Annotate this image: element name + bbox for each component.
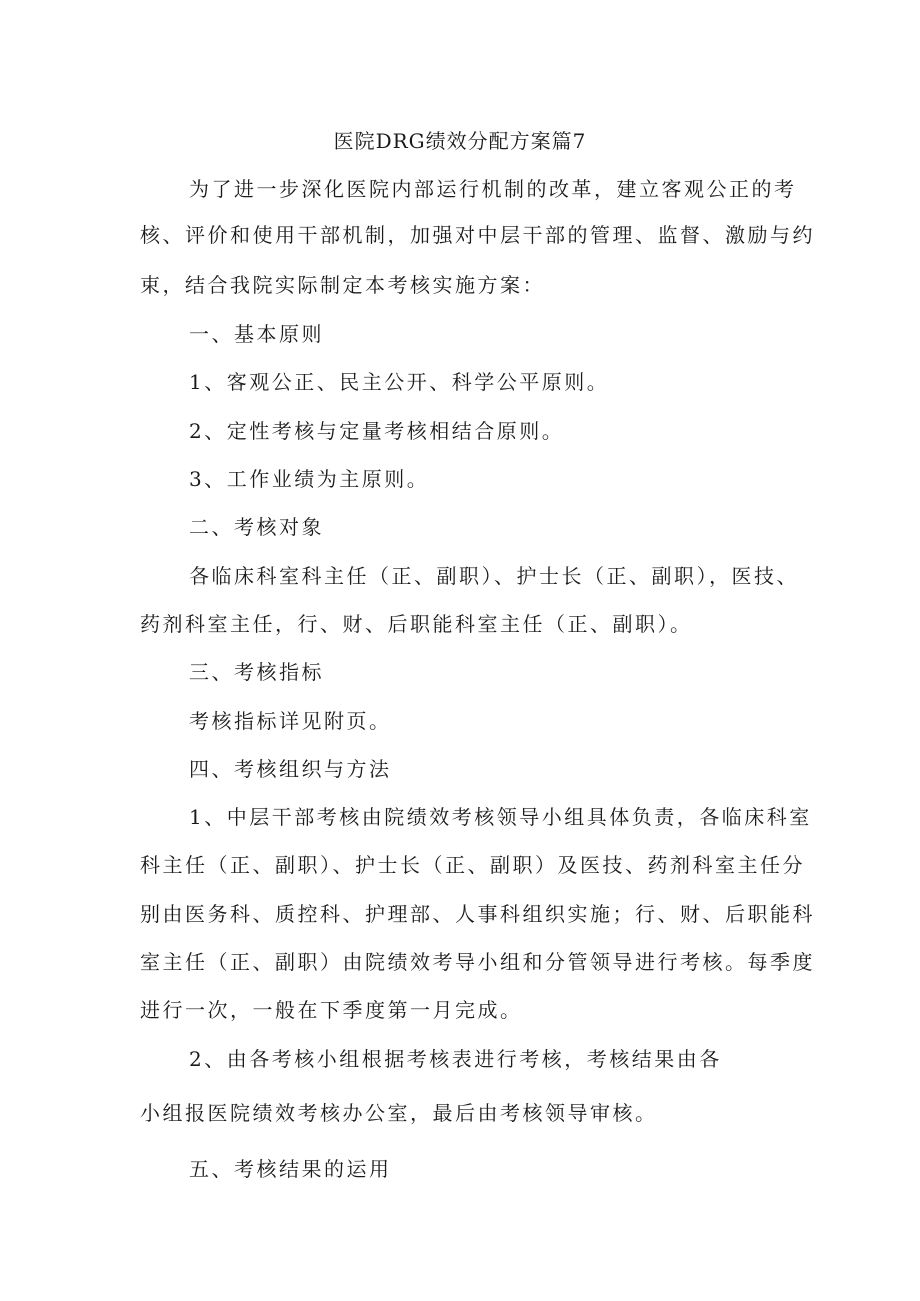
section-heading: 五、考核结果的运用: [189, 1157, 392, 1181]
paragraph-line: 科主任（正、副职）、护士长（正、副职）及医技、药剂科室主任分: [140, 853, 805, 877]
section-heading: 二、考核对象: [189, 515, 324, 539]
section-heading: 四、考核组织与方法: [189, 757, 392, 781]
paragraph-line: 进行一次，一般在下季度第一月完成。: [140, 998, 523, 1022]
paragraph-line: 1、中层干部考核由院绩效考核领导小组具体负责，各临床科室: [189, 805, 812, 829]
list-item: 2、定性考核与定量考核相结合原则。: [189, 419, 565, 443]
document-title: 医院DRG绩效分配方案篇7: [333, 129, 587, 153]
paragraph-line: 核、评价和使用干部机制，加强对中层干部的管理、监督、激励与约: [140, 223, 815, 247]
paragraph-line: 别由医务科、质控科、护理部、人事科组织实施；行、财、后职能科: [140, 902, 815, 926]
paragraph-line: 小组报医院绩效考核办公室，最后由考核领导审核。: [140, 1101, 658, 1125]
paragraph-line: 2、由各考核小组根据考核表进行考核，考核结果由各: [189, 1047, 722, 1071]
paragraph-line: 束，结合我院实际制定本考核实施方案：: [140, 273, 545, 297]
paragraph-line: 室主任（正、副职）由院绩效考导小组和分管领导进行考核。每季度: [140, 950, 815, 974]
paragraph-line: 药剂科室主任，行、财、后职能科室主任（正、副职）。: [140, 612, 693, 636]
paragraph-line: 为了进一步深化医院内部运行机制的改革，建立客观公正的考: [189, 177, 797, 201]
paragraph-line: 各临床科室科主任（正、副职）、护士长（正、副职），医技、: [189, 564, 799, 588]
section-heading: 三、考核指标: [189, 660, 324, 684]
list-item: 1、客观公正、民主公开、科学公平原则。: [189, 370, 610, 394]
list-item: 3、工作业绩为主原则。: [189, 467, 430, 491]
section-heading: 一、基本原则: [189, 322, 324, 346]
paragraph-line: 考核指标详见附页。: [189, 709, 392, 733]
